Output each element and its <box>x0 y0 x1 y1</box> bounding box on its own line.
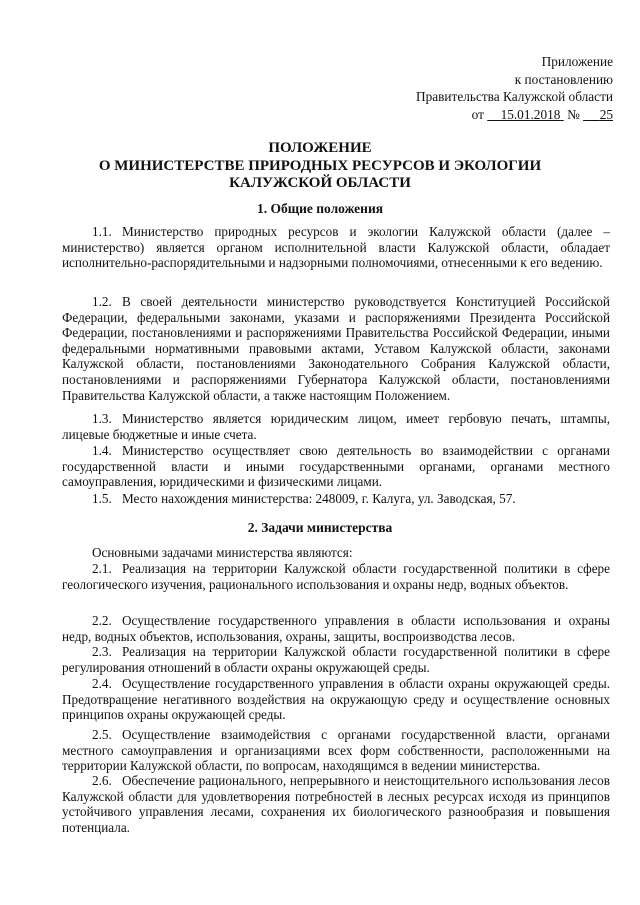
item-text: Реализация на территории Калужской области государственной политики в сфере регулирования отношений в области охраны окружающей среды. <box>62 644 610 675</box>
appendix-date-line <box>416 106 613 124</box>
paragraph-2-3 <box>62 644 610 675</box>
item-text: Обеспечение рационального, непрерывного и неистощительного использования лесов Калужской области для удовлетворения потребностей в лесных ресурсах исходя из принципов устойчивого управления лесами, сохранения их биологического разнообразия и повышения потенциала. <box>62 773 610 835</box>
title-line-1: ПОЛОЖЕНИЕ <box>268 140 372 156</box>
paragraph-2-4 <box>62 676 610 723</box>
item-number: 2.3. <box>92 644 112 659</box>
section-2-intro: Основными задачами министерства являются: <box>92 545 353 560</box>
item-text: Министерство является юридическим лицом, имеет гербовую печать, штампы, лицевые бюджетные и иные счета. <box>62 411 610 442</box>
item-number: 1.4. <box>92 443 112 458</box>
appendix-number: 25 <box>599 106 613 122</box>
item-number: 2.2. <box>92 613 112 628</box>
item-text: Реализация на территории Калужской области государственной политики в сфере геологического изучения, рационального использования и охраны недр, водных объектов. <box>62 561 610 592</box>
document-title <box>0 140 640 193</box>
item-number: 2.6. <box>92 773 112 788</box>
item-number: 1.2. <box>92 294 112 309</box>
item-text: Министерство природных ресурсов и экологии Калужской области (далее – министерство) является органом исполнительной власти Калужской области, обладает исполнительно-распорядительными и надзорными полномочиями, отнесенными к его ведению. <box>62 224 610 271</box>
item-number: 2.4. <box>92 676 112 691</box>
appendix-line-1: Приложение <box>541 54 613 69</box>
paragraph-1-5 <box>62 491 610 507</box>
paragraph-2-1 <box>62 561 610 592</box>
item-text: Осуществление взаимодействия с органами государственной власти, органами местного самоуправления и организациями всех форм собственности, расположенными на территории Калужской области, по вопросам, находящимся в ведении министерства. <box>62 727 610 774</box>
appendix-no: № <box>567 106 580 122</box>
section-1-heading: 1. Общие положения <box>256 201 384 216</box>
appendix-block <box>416 53 613 123</box>
paragraph-2-2 <box>62 613 610 644</box>
item-number: 2.1. <box>92 561 112 576</box>
appendix-line-2: к постановлению <box>514 71 613 87</box>
appendix-from: от <box>471 106 484 122</box>
item-text: В своей деятельности министерство руководствуется Конституцией Российской Федерации, федеральными законами, указами и распоряжениями Президента Российской Федерации, постановлениями и распоряжениями Правительства Российской Федерации, иными федеральными нормативными правовыми актами, Уставом Калужской области, законами Калужской области, постановлениями Законодательного Собрания Калужской области, постановлениями и распоряжениями Губернатора Калужской области, постановлениями Правительства Калужской области, а также настоящим Положением. <box>62 294 610 403</box>
item-text: Осуществление государственного управления в области охраны окружающей среды. Предотвращение негативного воздействия на окружающую среду и осуществление основных принципов охраны окружающей среды. <box>62 676 610 723</box>
item-number: 1.1. <box>92 224 112 239</box>
item-number: 1.5. <box>92 491 112 506</box>
paragraph-2-6 <box>62 773 610 835</box>
paragraph-1-4 <box>62 443 610 490</box>
paragraph-1-2 <box>62 294 610 403</box>
title-line-2: О МИНИСТЕРСТВЕ ПРИРОДНЫХ РЕСУРСОВ И ЭКОЛОГИИ <box>98 157 542 174</box>
item-number: 1.3. <box>92 411 112 426</box>
appendix-date: 15.01.2018 <box>500 106 561 122</box>
paragraph-1-3 <box>62 411 610 442</box>
item-text: Министерство осуществляет свою деятельность во взаимодействии с органами государственной власти и иными государственными органами, органами местного самоуправления, юридическими и физическими лицами. <box>62 443 610 490</box>
paragraph-1-1 <box>62 224 610 271</box>
item-number: 2.5. <box>92 727 112 742</box>
title-line-3: КАЛУЖСКОЙ ОБЛАСТИ <box>229 175 411 191</box>
section-2-heading: 2. Задачи министерства <box>247 520 393 535</box>
item-text: Осуществление государственного управления в области использования и охраны недр, водных объектов, использования, охраны, защиты, воспроизводства лесов. <box>62 613 610 644</box>
appendix-line-3: Правительства Калужской области <box>416 89 613 104</box>
item-text: Место нахождения министерства: 248009, г. Калуга, ул. Заводская, 57. <box>122 491 516 506</box>
paragraph-2-5 <box>62 727 610 774</box>
